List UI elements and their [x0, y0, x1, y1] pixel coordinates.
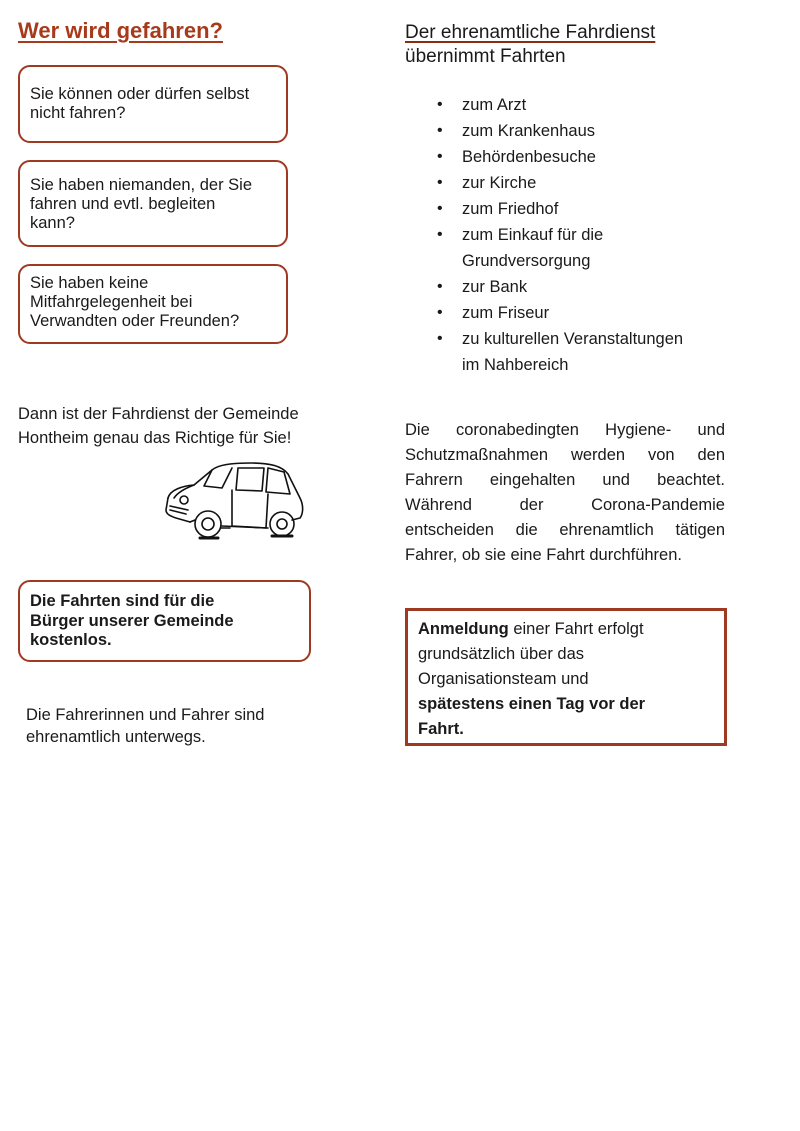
- registration-text: grundsätzlich über das: [418, 645, 585, 663]
- registration-deadline: spätestens einen Tag vor der: [418, 695, 646, 713]
- note-line: ehrenamtlich unterwegs.: [26, 728, 206, 746]
- services-list: [437, 92, 757, 378]
- section-heading-who: Wer wird gefahren?: [18, 18, 223, 43]
- free-of-charge-notice: [18, 580, 311, 662]
- question-box: [18, 160, 288, 247]
- conclusion-line: Hontheim genau das Richtige für Sie!: [18, 429, 292, 447]
- volunteer-note: [26, 704, 326, 748]
- registration-box: [405, 608, 727, 746]
- registration-text: Organisationsteam und: [418, 670, 589, 688]
- notice-line: Bürger unserer Gemeinde: [30, 611, 234, 630]
- list-item: • zu kulturellen Veranstaltungen im Nahbereich: [437, 326, 757, 378]
- list-item: • zum Krankenhaus: [437, 118, 757, 144]
- question-box: [18, 264, 288, 344]
- heading-line: übernimmt Fahrten: [405, 46, 566, 67]
- conclusion-line: Dann ist der Fahrdienst der Gemeinde: [18, 405, 299, 423]
- question-line: Sie können oder dürfen selbst: [30, 85, 250, 103]
- section-heading-services: [405, 21, 725, 69]
- conclusion-text: [18, 402, 358, 450]
- car-drawing-icon: [160, 458, 320, 548]
- notice-line: kostenlos.: [30, 631, 112, 649]
- list-item: • zum Friedhof: [437, 196, 757, 222]
- heading-line: Der ehrenamtliche Fahrdienst: [405, 22, 656, 43]
- question-line: fahren und evtl. begleiten: [30, 195, 216, 213]
- registration-bold: Anmeldung: [418, 620, 509, 638]
- registration-deadline: Fahrt.: [418, 720, 464, 738]
- list-item: • zum Friseur: [437, 300, 757, 326]
- question-line: kann?: [30, 214, 75, 232]
- list-item: • zur Bank: [437, 274, 757, 300]
- question-line: nicht fahren?: [30, 104, 126, 122]
- corona-notice: Die coronabedingten Hygiene- und Schutzmaßnahmen werden von den Fahrern eingehalten und beachtet. Während der Corona-Pandemie entscheiden die ehrenamtlich tätigen Fahrer, ob sie eine Fahrt durchführen.: [405, 421, 725, 564]
- question-line: Mitfahrgelegenheit bei: [30, 293, 193, 311]
- question-line: Sie haben keine: [30, 274, 149, 292]
- list-item: • zur Kirche: [437, 170, 757, 196]
- list-item: • zum Einkauf für die Grundversorgung: [437, 222, 757, 274]
- list-item: • zum Arzt: [437, 92, 757, 118]
- notice-line: Die Fahrten sind für die: [30, 592, 215, 610]
- list-item: • Behördenbesuche: [437, 144, 757, 170]
- question-line: Sie haben niemanden, der Sie: [30, 176, 252, 194]
- registration-text: einer Fahrt erfolgt: [508, 620, 644, 638]
- note-line: Die Fahrerinnen und Fahrer sind: [26, 706, 265, 724]
- question-box: [18, 65, 288, 143]
- question-line: Verwandten oder Freunden?: [30, 312, 240, 330]
